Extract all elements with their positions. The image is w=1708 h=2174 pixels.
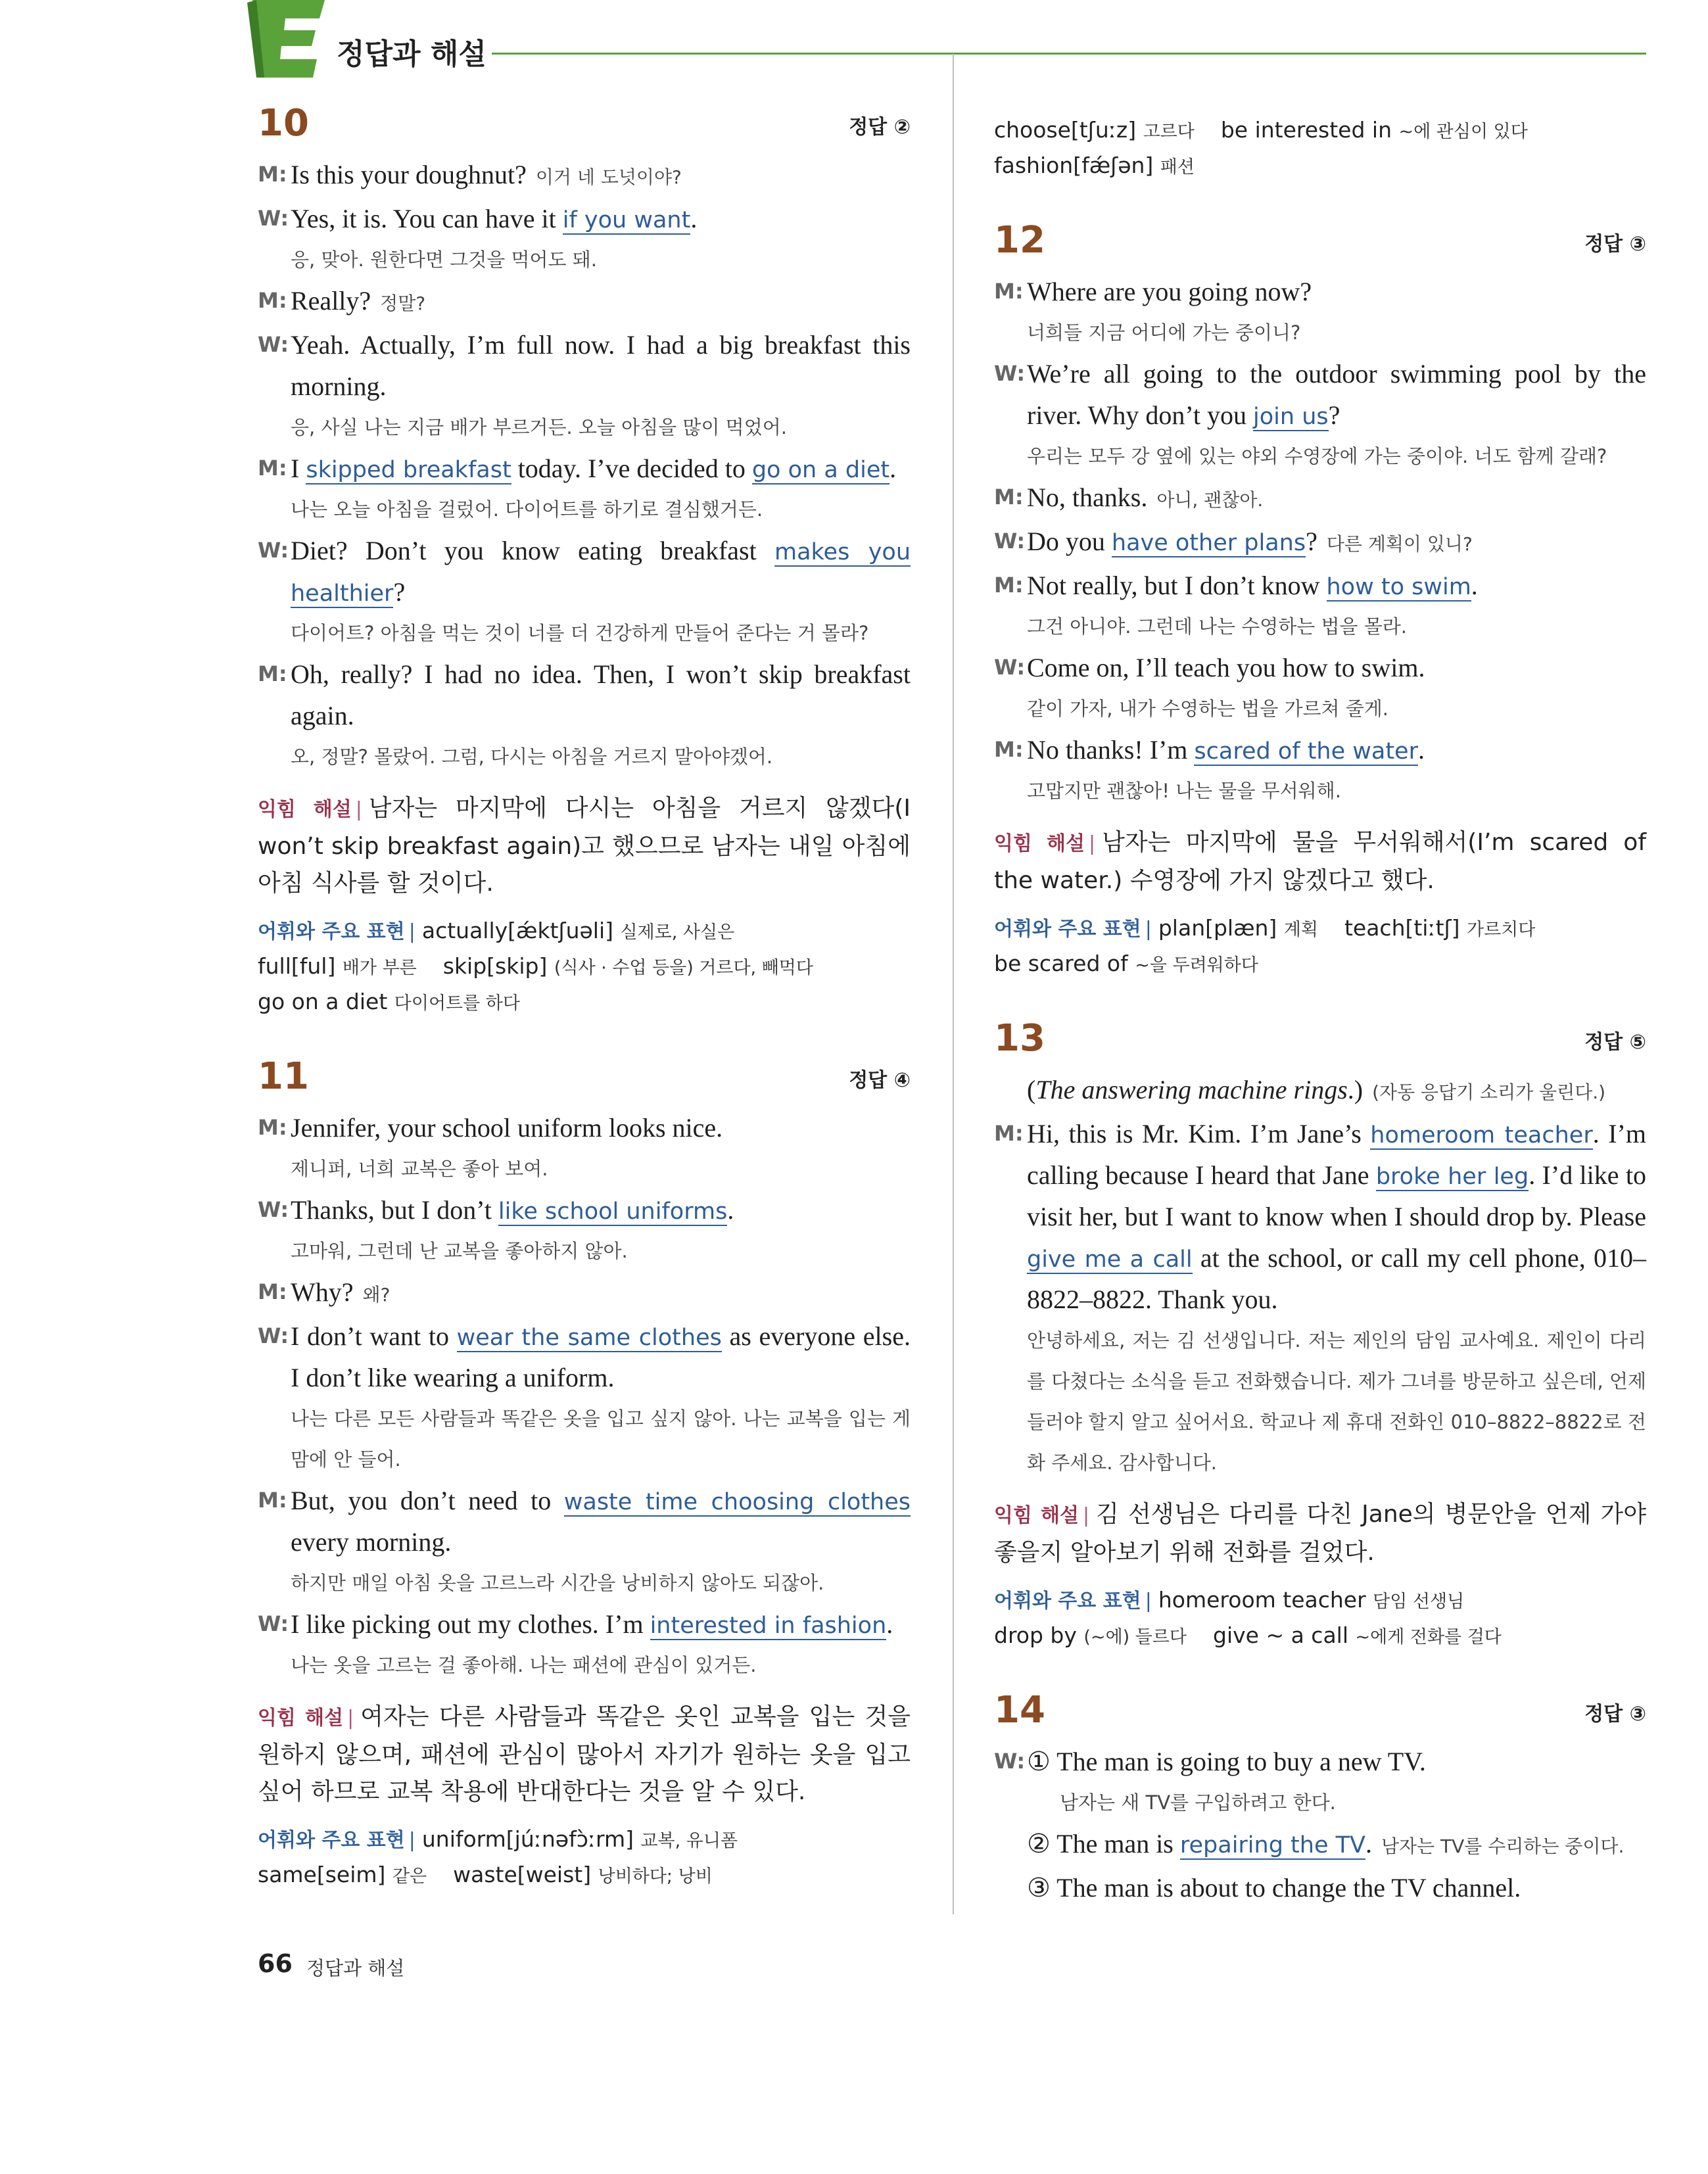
korean-translation: 같이 가자, 내가 수영하는 법을 가르쳐 줄게. [1027,697,1388,720]
english-text: ( [1027,1075,1036,1104]
english-text: . [727,1195,734,1225]
vocab-term: go on a diet [258,989,388,1014]
english-text: . I’m calling because I heard that Jane [1027,1119,1646,1190]
dialogue-line [994,729,1646,770]
column-divider [953,54,954,1914]
dialogue-line [994,271,1646,312]
vocab-meaning: 교복, 유니폼 [640,1831,738,1851]
english-text: Jennifer, your school uniform looks nice. [291,1113,723,1143]
dialogue-line [258,1480,911,1563]
korean-translation: 오, 정말? 몰랐어. 그럼, 다시는 아침을 거르지 말아야겠어. [291,745,773,768]
speaker: M: [994,573,1024,598]
english-text: Do you [1027,527,1112,556]
vocab-term: actually[ǽktʃuəli] [421,918,614,943]
question-13 [994,1017,1647,1654]
vocabulary-label: 어휘와 주요 표현 [994,918,1141,941]
vocabulary-label: 어휘와 주요 표현 [258,1829,405,1852]
key-expression: if you want [562,207,691,233]
vocab-meaning: (~에) 들르다 [1083,1627,1187,1647]
korean-translation: 제니퍼, 너희 교복은 좋아 보여. [291,1158,548,1180]
speaker: M: [258,661,287,686]
vocab-meaning: 계획 [1283,920,1318,940]
vocabulary-label: 어휘와 주요 표현 [258,920,405,943]
explanation-text: 남자는 마지막에 물을 무서워해서(I’m scared of the water.) 수영장에 가지 않겠다고 했다. [994,829,1646,894]
answer-badge: 정답 ④ [849,1069,911,1092]
vocab-term: uniform[júːnəfɔ̀ːrm] [421,1826,634,1852]
english-text: .) [1347,1075,1364,1104]
english-text: I like picking out my clothes. I’m [291,1609,650,1639]
vocab-meaning: 실제로, 사실은 [620,922,735,943]
english-text: Why? [291,1277,354,1307]
answer-badge: 정답 ② [849,116,911,139]
speaker: M: [994,1121,1024,1146]
vocab-meaning: 같은 [392,1866,427,1887]
english-text: ① The man is going to buy a new TV. [1027,1747,1426,1776]
vocabulary: 어휘와 주요 표현 | homeroom teacher 담임 선생님 drop by (~에) 들르다 give ~ a call ~에게 전화를 걸다 [994,1587,1502,1648]
english-text: ? [393,577,406,607]
key-expression: skipped breakfast [306,457,511,483]
english-text: Yes, it is. You can have it [291,204,563,233]
speaker: W: [994,1749,1026,1774]
english-text: Really? [291,286,371,316]
speaker: M: [258,1115,287,1140]
korean-translation: 너희들 지금 어디에 가는 중이니? [1027,321,1301,344]
dialogue-line [994,565,1646,606]
question-number: 10 [258,102,309,145]
english-text: But, you don’t need to [291,1486,564,1515]
vocabulary-label: 어휘와 주요 표현 [994,1590,1141,1613]
key-expression: wear the same clothes [456,1325,722,1351]
speaker: W: [258,538,289,563]
explanation-text: 여자는 다른 사람들과 똑같은 옷인 교복을 입는 것을 원하지 않으며, 패션에 관심이 많아서 자기가 원하는 옷을 입고 싶어 하므로 교복 착용에 반대한다는 것을 알 수 있다. [258,1703,911,1805]
speaker: M: [994,737,1024,762]
dialogue-line [258,1271,911,1315]
question-14 [994,1689,1646,1908]
english-text: We’re all going to the outdoor swimming pool by the river. Why don’t you [1027,359,1646,430]
speaker: M: [258,1488,287,1513]
vocab-term: same[seim] [258,1862,386,1887]
vocabulary: 어휘와 주요 표현 | actually[ǽktʃuəli] 실제로, 사실은 full[ful] 배가 부른 skip[skip] (식사 · 수업 등을) 거르다, 빼먹다 go on a diet 다이어트를 하다 [258,918,813,1014]
english-text: ? [1306,527,1317,556]
english-text: No, thanks. [1027,483,1148,512]
speaker: W: [258,1197,289,1222]
vocab-meaning: ~에 관심이 있다 [1398,122,1528,142]
key-expression: waste time choosing clothes [563,1489,911,1515]
vocab-meaning: (식사 · 수업 등을) 거르다, 빼먹다 [554,958,813,978]
dialogue-line [994,647,1646,688]
english-text: Yeah. Actually, I’m full now. I had a big breakfast this morning. [291,330,911,401]
option-line [1027,1867,1646,1908]
korean-text: 이거 네 도넛이야? [535,166,682,188]
explanation: 익힘 해설 | 남자는 마지막에 다시는 아침을 거르지 않겠다(I won’t skip breakfast again)고 했으므로 남자는 내일 아침에 아침 식사를 할 것이다. [258,795,911,897]
speaker: W: [994,529,1026,554]
key-expression: homeroom teacher [1370,1122,1593,1148]
vocab-meaning: ~을 두려워하다 [1135,955,1258,976]
english-text: ③ The man is about to change the TV channel. [1027,1873,1521,1902]
speaker: W: [258,206,289,231]
dialogue-line [258,154,911,198]
explanation-label: 익힘 해설 [994,1504,1079,1527]
english-text: Where are you going now? [1027,277,1312,306]
key-expression: interested in fashion [650,1613,887,1639]
vocab-term: choose[tʃuːz] [994,117,1137,143]
vocab-term: give ~ a call [1213,1622,1349,1648]
dialogue-line [258,1189,911,1231]
footer-label: 정답과 해설 [306,1957,405,1979]
korean-text: 아니, 괜찮아. [1156,489,1264,511]
key-expression: broke her leg [1375,1164,1529,1190]
key-expression: repairing the TV [1179,1832,1365,1858]
left-column [258,102,911,1893]
english-text: Is this your doughnut? [291,160,527,189]
vocab-term: skip[skip] [442,953,548,979]
answer-badge: 정답 ③ [1584,233,1646,256]
right-column [994,113,1646,1908]
english-text: . [690,204,698,233]
speaker: W: [994,361,1026,386]
dialogue-line [258,324,911,407]
option-line [994,1741,1646,1782]
dialogue-line [994,477,1646,521]
question-number: 14 [994,1689,1045,1732]
korean-translation: 응, 맞아. 원한다면 그것을 먹어도 돼. [291,248,597,271]
explanation: 익힘 해설 | 김 선생님은 다리를 다친 Jane의 병문안을 언제 가야 좋을지 알아보기 위해 전화를 걸었다. [994,1501,1646,1566]
dialogue-line [258,1315,911,1398]
english-text: . [1471,571,1478,600]
speaker: W: [258,332,289,357]
korean-translation: 나는 옷을 고르는 걸 좋아해. 나는 패션에 관심이 있거든. [291,1654,757,1676]
english-text: . [890,454,897,483]
explanation-label: 익힘 해설 [994,832,1085,855]
english-text: ② The man is [1027,1829,1180,1858]
vocab-term: full[ful] [258,953,336,979]
question-number: 11 [258,1055,309,1098]
vocabulary: 어휘와 주요 표현 | uniform[júːnəfɔ̀ːrm] 교복, 유니폼 same[seim] 같은 waste[weist] 낭비하다; 낭비 [258,1826,738,1887]
vocab-meaning: 배가 부른 [342,958,417,978]
vocab-meaning: 패션 [1160,157,1195,177]
header-title: 정답과 해설 [337,37,486,71]
vocab-meaning: 담임 선생님 [1373,1592,1465,1612]
explanation-text: 남자는 마지막에 다시는 아침을 거르지 않겠다(I won’t skip breakfast again)고 했으므로 남자는 내일 아침에 아침 식사를 할 것이다. [258,795,911,897]
english-text: at the school, or call my cell phone, 010–8822–8822. Thank you. [1027,1243,1647,1314]
vocab-term: fashion[fǽʃən] [994,153,1154,178]
vocabulary-continued [994,113,1646,184]
explanation-label: 익힘 해설 [258,1707,344,1730]
vocab-meaning: ~에게 전화를 걸다 [1355,1627,1502,1647]
korean-translation: 고마워, 그런데 난 교복을 좋아하지 않아. [291,1240,628,1262]
english-text: Thanks, but I don’t [291,1195,498,1225]
korean-translation: 안녕하세요, 저는 김 선생입니다. 저는 제인의 담임 교사예요. 제인이 다리를 다쳤다는 소식을 듣고 전화했습니다. 제가 그녀를 방문하고 싶은데, 언제 들러야 할지 알고 싶어서요. 학교나 제 휴대 전화인 010–8822–8822로 전화 주세요. 감사합니다. [1027,1329,1646,1474]
question-12 [994,219,1646,982]
english-text: Hi, this is Mr. Kim. I’m Jane’s [1027,1119,1371,1148]
speaker: W: [994,655,1026,680]
question-number: 12 [994,219,1045,262]
korean-translation: 남자는 새 TV를 구입하려고 한다. [1060,1791,1336,1814]
english-text: Oh, really? I had no idea. Then, I won’t skip breakfast again. [291,659,911,730]
korean-translation: 나는 오늘 아침을 걸렀어. 다이어트를 하기로 결심했거든. [291,498,763,521]
korean-translation: 고맙지만 괜찮아! 나는 물을 무서워해. [1027,780,1341,802]
speaker: M: [258,456,287,481]
speaker: M: [258,288,287,313]
dialogue-line [258,448,911,489]
dialogue-line [258,198,911,239]
key-expression: like school uniforms [498,1198,728,1225]
answer-badge: 정답 ③ [1584,1703,1646,1726]
explanation: 익힘 해설 | 여자는 다른 사람들과 똑같은 옷인 교복을 입는 것을 원하지 않으며, 패션에 관심이 많아서 자기가 원하는 옷을 입고 싶어 하므로 교복 착용에 반대한다는 것을 알 수 있다. [258,1703,911,1805]
english-text: . [1417,735,1425,765]
vocab-meaning: 가르치다 [1467,920,1536,940]
english-text: I [291,454,306,483]
vocab-term: drop by [994,1622,1077,1648]
korean-text: 다른 계획이 있니? [1326,533,1473,555]
vocab-meaning: 고르다 [1143,122,1195,142]
vocabulary: 어휘와 주요 표현 | plan[plæn] 계획 teach[tiːtʃ] 가르치다 be scared of ~을 두려워하다 [994,915,1536,976]
vocab-term: teach[tiːtʃ] [1344,915,1460,941]
dialogue-line [258,530,911,613]
key-expression: go on a diet [751,457,890,483]
english-text: I don’t want to [291,1321,457,1351]
vocab-term: plan[plæn] [1158,915,1277,941]
korean-translation: 그건 아니야. 그런데 나는 수영하는 법을 몰라. [1027,615,1407,638]
korean-text: (자동 응답기 소리가 울린다.) [1372,1081,1606,1103]
key-expression: scared of the water [1194,738,1418,765]
vocab-term: be scared of [994,951,1128,976]
option-line [1027,1823,1646,1867]
english-text: . I’d like to visit her, but I want to know when I should drop by. Please [1027,1160,1647,1231]
question-number: 13 [994,1017,1045,1060]
korean-text: 정말? [380,293,426,314]
vocab-term: be interested in [1220,117,1392,143]
vocab-term: waste[weist] [453,1862,592,1887]
speaker: M: [994,484,1024,509]
english-text: . [886,1609,893,1639]
speaker: M: [994,279,1024,304]
page-number: 66 [258,1949,293,1978]
dialogue-line [258,1603,911,1645]
speaker: M: [258,162,287,187]
answer-badge: 정답 ⑤ [1584,1031,1646,1054]
key-expression: have other plans [1111,530,1306,556]
english-text: as everyone else. I don’t like wearing a uniform. [291,1321,911,1392]
korean-translation: 하지만 매일 아침 옷을 고르느라 시간을 낭비하지 않아도 되잖아. [291,1572,824,1594]
english-text: . [1365,1829,1372,1858]
english-text: No thanks! I’m [1027,735,1195,765]
dialogue-line [994,521,1646,565]
english-text: ? [1328,400,1340,430]
korean-text: 왜? [362,1284,391,1306]
speaker: M: [258,1279,287,1304]
korean-translation: 다이어트? 아침을 먹는 것이 너를 더 건강하게 만들어 준다는 거 몰라? [291,622,869,644]
explanation-text: 김 선생님은 다리를 다친 Jane의 병문안을 언제 가야 좋을지 알아보기 위해 전화를 걸었다. [994,1501,1646,1566]
speaker: W: [258,1323,289,1348]
header-rule [492,53,1646,55]
vocab-meaning: 낭비하다; 낭비 [598,1866,713,1887]
question-11 [258,1055,911,1893]
dialogue-line [258,653,911,736]
key-expression: give me a call [1027,1246,1193,1273]
dialogue-line [994,1113,1646,1320]
key-expression: join us [1253,404,1329,430]
vocab-meaning: 다이어트를 하다 [394,993,520,1014]
speaker: W: [258,1611,289,1636]
explanation: 익힘 해설 | 남자는 마지막에 물을 무서워해서(I’m scared of the water.) 수영장에 가지 않겠다고 했다. [994,829,1646,894]
vocab-term: homeroom teacher [1158,1587,1366,1613]
question-10 [258,102,911,1020]
stage-direction [1027,1069,1646,1113]
english-text: Come on, I’ll teach you how to swim. [1027,653,1425,682]
korean-translation: 응, 사실 나는 지금 배가 부르거든. 오늘 아침을 많이 먹었어. [291,416,787,438]
korean-text: 남자는 TV를 수리하는 중이다. [1381,1835,1625,1857]
english-text: every morning. [291,1527,452,1557]
english-text: The answering machine rings [1035,1075,1348,1104]
dialogue-line [994,353,1646,436]
dialogue-line [258,1107,911,1148]
dialogue-line [258,280,911,324]
english-text: today. I’ve decided to [511,454,752,483]
key-expression: makes you healthier [291,539,911,607]
korean-translation: 우리는 모두 강 옆에 있는 야외 수영장에 가는 중이야. 너도 함께 갈래? [1027,445,1607,467]
section-logo-icon [247,0,333,78]
english-text: Diet? Don’t you know eating breakfast [291,536,774,565]
explanation-label: 익힘 해설 [258,798,352,821]
key-expression: how to swim [1326,574,1471,600]
korean-translation: 나는 다른 모든 사람들과 똑같은 옷을 입고 싶지 않아. 나는 교복을 입는 게 맘에 안 들어. [291,1407,911,1471]
english-text: Not really, but I don’t know [1027,571,1327,600]
